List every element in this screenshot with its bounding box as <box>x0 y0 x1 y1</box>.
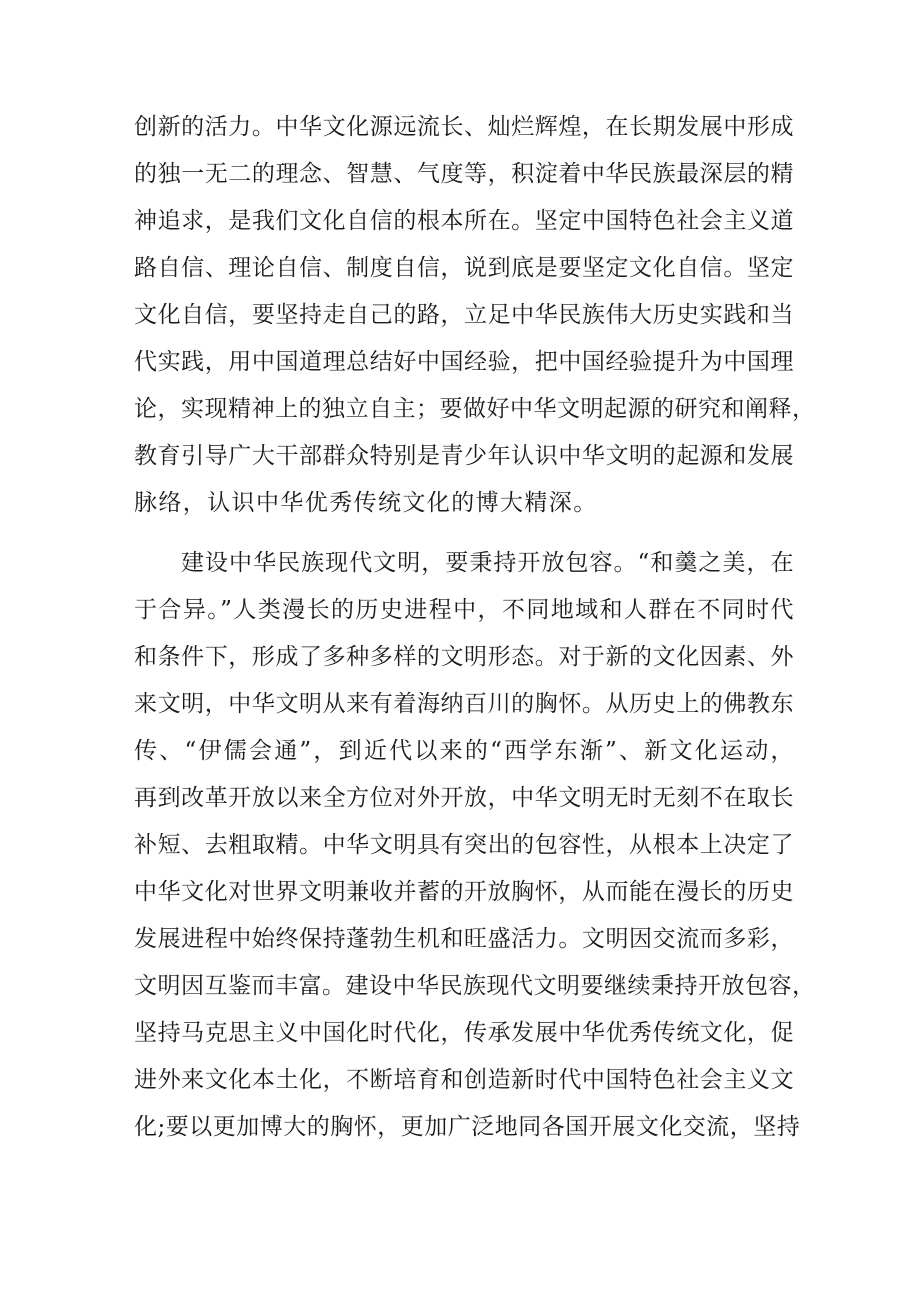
paragraph-2-line-5: 传、“伊儒会通”，到近代以来的“西学东渐”、新文化运动， <box>134 738 794 764</box>
paragraph-1-line-4: 路自信、理论自信、制度自信，说到底是要坚定文化自信。坚定 <box>134 255 794 281</box>
paragraph-2-line-8: 中华文化对世界文明兼收并蓄的开放胸怀，从而能在漫长的历史 <box>134 879 794 905</box>
paragraph-2-line-3: 和条件下，形成了多种多样的文明形态。对于新的文化因素、外 <box>134 644 794 670</box>
paragraph-1-line-9: 脉络，认识中华优秀传统文化的博大精深。 <box>134 490 598 516</box>
paragraph-2-line-13: 化;要以更加博大的胸怀，更加广泛地同各国开展文化交流，坚持 <box>134 1114 801 1140</box>
paragraph-2-line-4: 来文明，中华文明从来有着海纳百川的胸怀。从历史上的佛教东 <box>134 691 794 717</box>
paragraph-2-line-6: 再到改革开放以来全方位对外开放，中华文明无时无刻不在取长 <box>134 785 794 811</box>
paragraph-1-line-3: 神追求，是我们文化自信的根本所在。坚定中国特色社会主义道 <box>134 208 794 234</box>
paragraph-2-line-9: 发展进程中始终保持蓬勃生机和旺盛活力。文明因交流而多彩， <box>134 926 794 952</box>
paragraph-2-line-12: 进外来文化本土化，不断培育和创造新时代中国特色社会主义文 <box>134 1067 794 1093</box>
paragraph-1-line-6: 代实践，用中国道理总结好中国经验，把中国经验提升为中国理 <box>134 349 794 375</box>
paragraph-1-line-1: 创新的活力。中华文化源远流长、灿烂辉煌，在长期发展中形成 <box>134 114 794 140</box>
paragraph-1-line-8: 教育引导广大干部群众特别是青少年认识中华文明的起源和发展 <box>134 443 794 469</box>
paragraph-1-line-5: 文化自信，要坚持走自己的路，立足中华民族伟大历史实践和当 <box>134 302 794 328</box>
paragraph-1-line-7: 论，实现精神上的独立自主；要做好中华文明起源的研究和阐释， <box>134 396 816 422</box>
paragraph-2-line-7: 补短、去粗取精。中华文明具有突出的包容性，从根本上决定了 <box>134 832 794 858</box>
paragraph-1-line-2: 的独一无二的理念、智慧、气度等，积淀着中华民族最深层的精 <box>134 161 794 187</box>
paragraph-2-line-2: 于合异。”人类漫长的历史进程中，不同地域和人群在不同时代 <box>134 597 794 623</box>
paragraph-2-line-1: 建设中华民族现代文明，要秉持开放包容。“和羹之美，在 <box>181 550 794 576</box>
paragraph-2-line-11: 坚持马克思主义中国化时代化，传承发展中华优秀传统文化，促 <box>134 1020 794 1046</box>
paragraph-2-line-10: 文明因互鉴而丰富。建设中华民族现代文明要继续秉持开放包容， <box>134 973 816 999</box>
